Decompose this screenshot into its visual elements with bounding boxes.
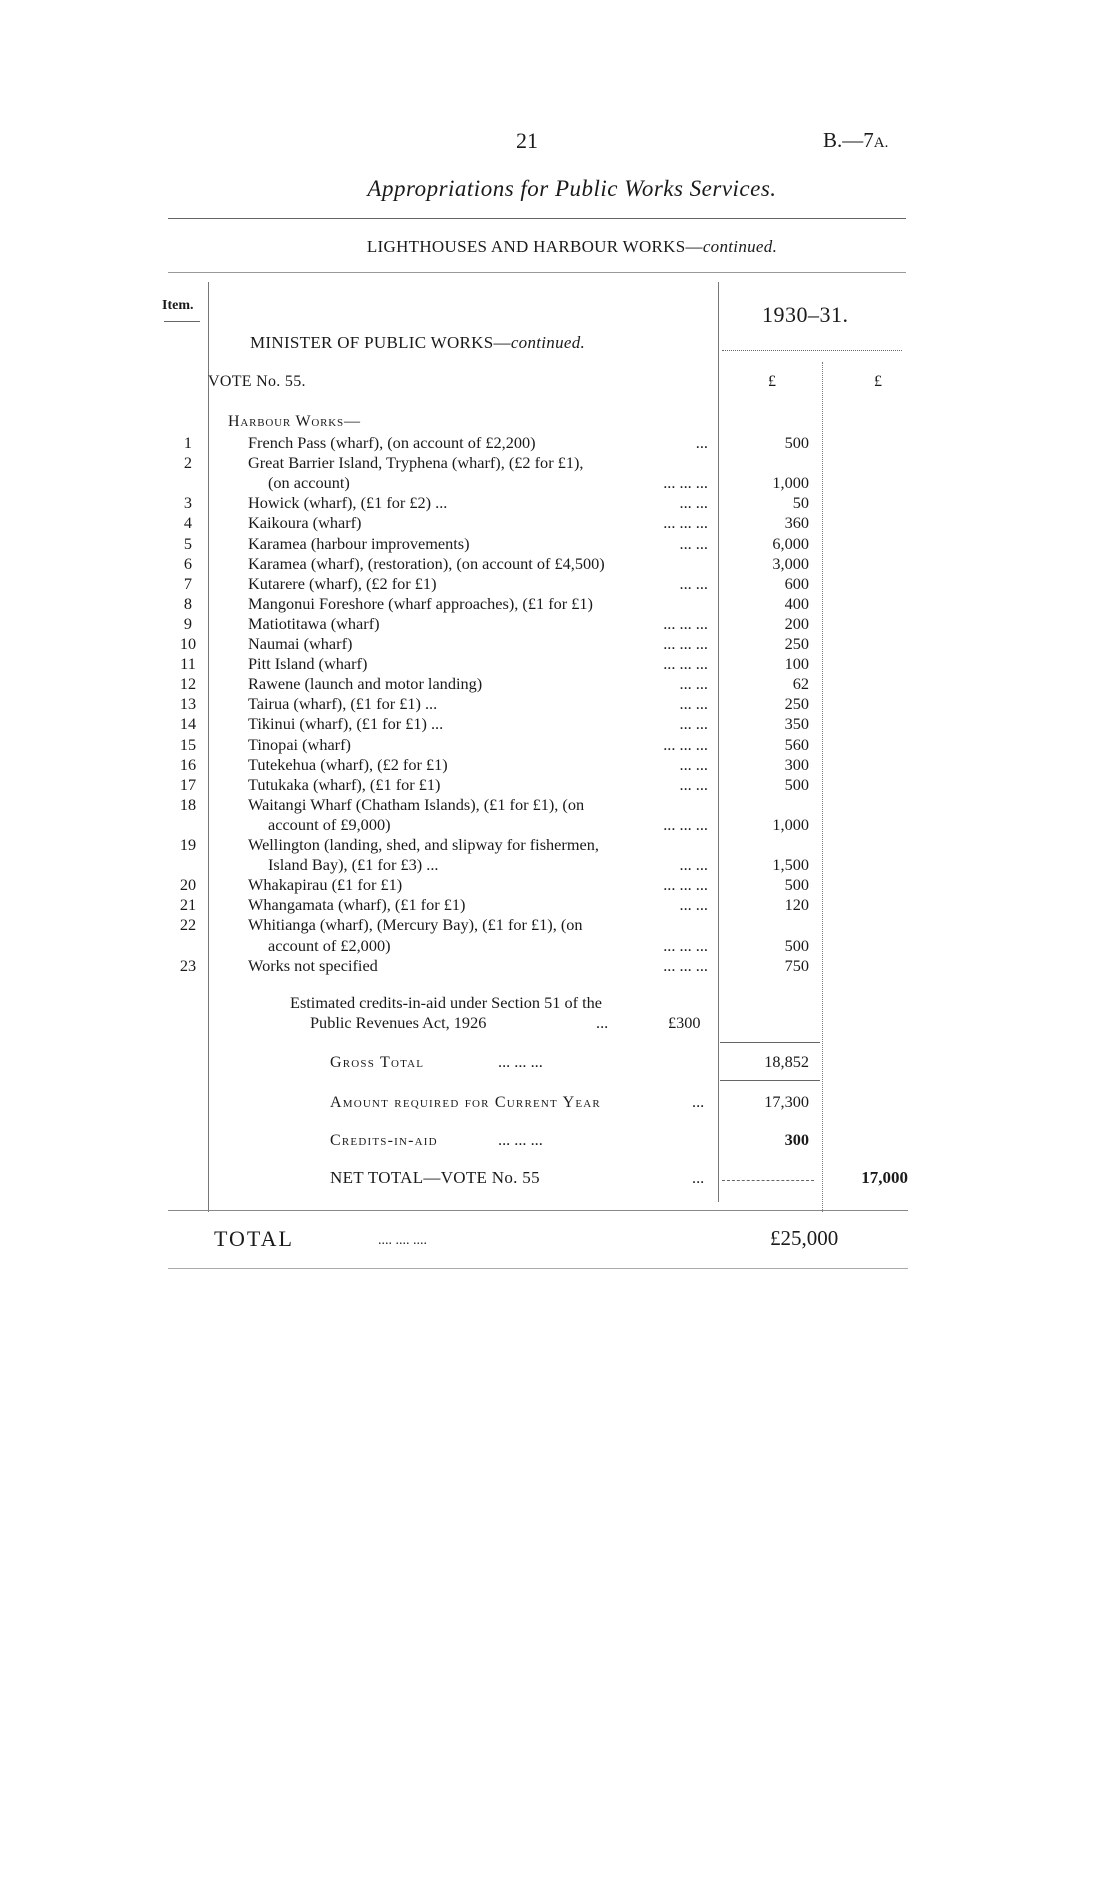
row-description: Pitt Island (wharf): [248, 654, 368, 674]
row-leader-dots: ... ... ...: [663, 734, 708, 754]
row-amount: 1,500: [772, 855, 809, 875]
row-amount: 62: [792, 674, 809, 694]
row-amount: 500: [784, 935, 809, 955]
row-leader-dots: ... ...: [679, 694, 708, 714]
row-amount: 6,000: [772, 533, 809, 553]
row-description: Karamea (wharf), (restoration), (on account of £4,500): [248, 553, 605, 573]
section-rule: [168, 272, 906, 273]
year-header: 1930–31.: [762, 302, 849, 327]
row-leader-dots: ... ...: [679, 714, 708, 734]
row-leader-dots: ... ...: [679, 895, 708, 915]
currency-col1: £: [768, 373, 776, 390]
row-amount: 500: [784, 774, 809, 794]
row-item-number: 12: [179, 674, 197, 694]
row-description: Tairua (wharf), (£1 for £1) ...: [248, 694, 438, 714]
net-total-label: NET TOTAL—VOTE No. 55: [330, 1168, 540, 1187]
row-description: Great Barrier Island, Tryphena (wharf), (£2 for £1),: [248, 453, 584, 473]
row-item-number: 18: [179, 794, 197, 814]
row-amount: 600: [784, 573, 809, 593]
row-item-number: 14: [179, 714, 197, 734]
row-description: Island Bay), (£1 for £3) ...: [268, 855, 439, 875]
row-description: French Pass (wharf), (on account of £2,200): [248, 433, 536, 452]
minister-heading: [250, 333, 585, 353]
row-item-number: 1: [183, 433, 193, 452]
row-leader-dots: ... ...: [679, 573, 708, 593]
row-item-number: 11: [180, 654, 196, 674]
item-header-rule: [164, 321, 200, 322]
page-bottom-rule: [168, 1268, 908, 1269]
row-leader-dots: ...: [695, 433, 708, 452]
row-item-number: 21: [179, 895, 197, 915]
row-amount: 120: [784, 895, 809, 915]
reference-prefix: B.—7: [823, 128, 874, 152]
row-item-number: 4: [183, 513, 193, 533]
net-total-amount: 17,000: [861, 1168, 908, 1187]
row-description: Tutekehua (wharf), (£2 for £1): [248, 754, 448, 774]
row-amount: 300: [784, 754, 809, 774]
grand-total-dots: .... .... ....: [378, 1233, 427, 1248]
row-amount: 1,000: [772, 814, 809, 834]
row-item-number: 3: [183, 493, 193, 513]
row-item-number: 17: [179, 774, 197, 794]
grand-total-label: TOTAL: [214, 1226, 294, 1251]
row-leader-dots: ... ... ...: [663, 634, 708, 653]
row-leader-dots: ... ... ...: [663, 613, 708, 633]
page-title: Appropriations for Public Works Services.: [367, 176, 777, 201]
amount-required-label: Amount required for Current Year: [330, 1094, 601, 1111]
row-item-number: 6: [183, 553, 193, 573]
row-description: Kutarere (wharf), (£2 for £1): [248, 573, 437, 593]
year-header-rule: [722, 350, 902, 351]
row-item-number: 15: [179, 734, 197, 754]
reference-suffix: A.: [873, 135, 889, 151]
row-description: (on account): [268, 473, 350, 493]
credits-in-aid-amount: 300: [784, 1130, 809, 1149]
row-leader-dots: ... ... ...: [663, 473, 708, 493]
row-amount: 500: [784, 875, 809, 895]
page-number: 21: [516, 128, 538, 153]
vote-heading: VOTE No. 55.: [208, 373, 306, 390]
row-description: Works not specified: [248, 955, 378, 975]
credits-note-dots: ...: [596, 1013, 609, 1032]
document-reference: [823, 128, 888, 153]
credits-note-amount: £300: [668, 1013, 701, 1032]
credits-note-line1: Estimated credits-in-aid under Section 51 of the: [290, 993, 602, 1012]
row-description: Kaikoura (wharf): [248, 513, 362, 533]
row-leader-dots: ... ... ...: [663, 513, 708, 533]
gross-total-label: Gross Total: [330, 1054, 425, 1071]
row-description: Tutukaka (wharf), (£1 for £1): [248, 774, 441, 794]
table-bottom-rule: [168, 1210, 908, 1211]
amount-required-dots: ...: [692, 1092, 705, 1111]
row-description: Karamea (harbour improvements): [248, 533, 470, 553]
row-item-number: 10: [179, 634, 197, 653]
row-description: Whakapirau (£1 for £1): [248, 875, 403, 895]
row-amount: 350: [784, 714, 809, 734]
row-description: Tikinui (wharf), (£1 for £1) ...: [248, 714, 444, 734]
row-description: Whangamata (wharf), (£1 for £1): [248, 895, 466, 915]
row-item-number: 9: [183, 613, 193, 633]
currency-col2: £: [874, 373, 882, 390]
row-description: Naumai (wharf): [248, 634, 353, 653]
row-description: account of £9,000): [268, 814, 391, 834]
row-leader-dots: ... ...: [679, 754, 708, 774]
grand-total-amount: £25,000: [770, 1226, 839, 1250]
item-column-rule: [208, 282, 209, 1212]
row-leader-dots: ... ... ...: [663, 955, 708, 975]
subtotal-column-rule: [822, 362, 823, 1212]
gross-total-under-rule: [720, 1080, 820, 1081]
minister-heading-main: MINISTER OF PUBLIC WORKS—: [250, 333, 511, 352]
row-amount: 750: [784, 955, 809, 975]
row-description: Matiotitawa (wharf): [248, 613, 380, 633]
row-leader-dots: ... ... ...: [663, 875, 708, 895]
row-amount: 50: [792, 493, 809, 513]
row-amount: 560: [784, 734, 809, 754]
credits-in-aid-label: Credits-in-aid: [330, 1132, 438, 1149]
row-item-number: 19: [179, 835, 197, 854]
row-item-number: 16: [179, 754, 197, 774]
net-total-dash-rule: [722, 1180, 814, 1181]
row-description: Waitangi Wharf (Chatham Islands), (£1 for £1), (on: [248, 794, 585, 814]
row-description: Mangonui Foreshore (wharf approaches), (£1 for £1): [248, 593, 593, 613]
credits-note-line2: Public Revenues Act, 1926: [310, 1013, 487, 1032]
section-heading-main: LIGHTHOUSES AND HARBOUR WORKS—: [366, 237, 703, 256]
row-description: Wellington (landing, shed, and slipway for fishermen,: [248, 835, 599, 854]
row-leader-dots: ... ...: [679, 774, 708, 794]
row-amount: 400: [784, 593, 809, 613]
row-amount: 250: [784, 634, 809, 653]
row-amount: 360: [784, 513, 809, 533]
row-description: Whitianga (wharf), (Mercury Bay), (£1 for £1), (on: [248, 915, 583, 935]
row-leader-dots: ... ... ...: [663, 814, 708, 834]
gross-total-dots: ... ... ...: [498, 1052, 543, 1071]
row-amount: 3,000: [772, 553, 809, 573]
row-leader-dots: ... ... ...: [663, 654, 708, 674]
gross-total-rule: [720, 1042, 820, 1043]
amount-required-amount: 17,300: [764, 1092, 809, 1111]
row-amount: 100: [784, 654, 809, 674]
section-heading: [0, 237, 1114, 257]
credits-in-aid-dots: ... ... ...: [498, 1130, 543, 1149]
row-description: Tinopai (wharf): [248, 734, 351, 754]
group-heading: [228, 413, 361, 431]
net-total-dots: ...: [692, 1168, 705, 1187]
row-item-number: 13: [179, 694, 197, 714]
title-rule: [168, 218, 906, 219]
row-item-number: 5: [183, 533, 193, 553]
row-leader-dots: ... ...: [679, 533, 708, 553]
row-leader-dots: ... ... ...: [663, 935, 708, 955]
gross-total-amount: 18,852: [764, 1052, 809, 1071]
row-item-number: 2: [183, 453, 193, 473]
row-item-number: 22: [179, 915, 197, 935]
row-leader-dots: ... ...: [679, 674, 708, 694]
row-description: Howick (wharf), (£1 for £2) ...: [248, 493, 448, 513]
row-leader-dots: ... ...: [679, 493, 708, 513]
group-heading-label: Harbour Works—: [228, 413, 361, 430]
row-description: Rawene (launch and motor landing): [248, 674, 483, 694]
row-leader-dots: ... ...: [679, 855, 708, 875]
row-amount: 250: [784, 694, 809, 714]
item-column-header: Item.: [162, 298, 194, 313]
row-amount: 1,000: [772, 473, 809, 493]
section-heading-continued: continued.: [702, 237, 778, 256]
minister-heading-continued: continued.: [510, 333, 586, 352]
row-item-number: 7: [183, 573, 193, 593]
row-amount: 500: [784, 433, 809, 452]
row-description: account of £2,000): [268, 935, 391, 955]
row-item-number: 23: [179, 955, 197, 975]
row-item-number: 20: [179, 875, 197, 895]
row-amount: 200: [784, 613, 809, 633]
row-item-number: 8: [183, 593, 193, 613]
